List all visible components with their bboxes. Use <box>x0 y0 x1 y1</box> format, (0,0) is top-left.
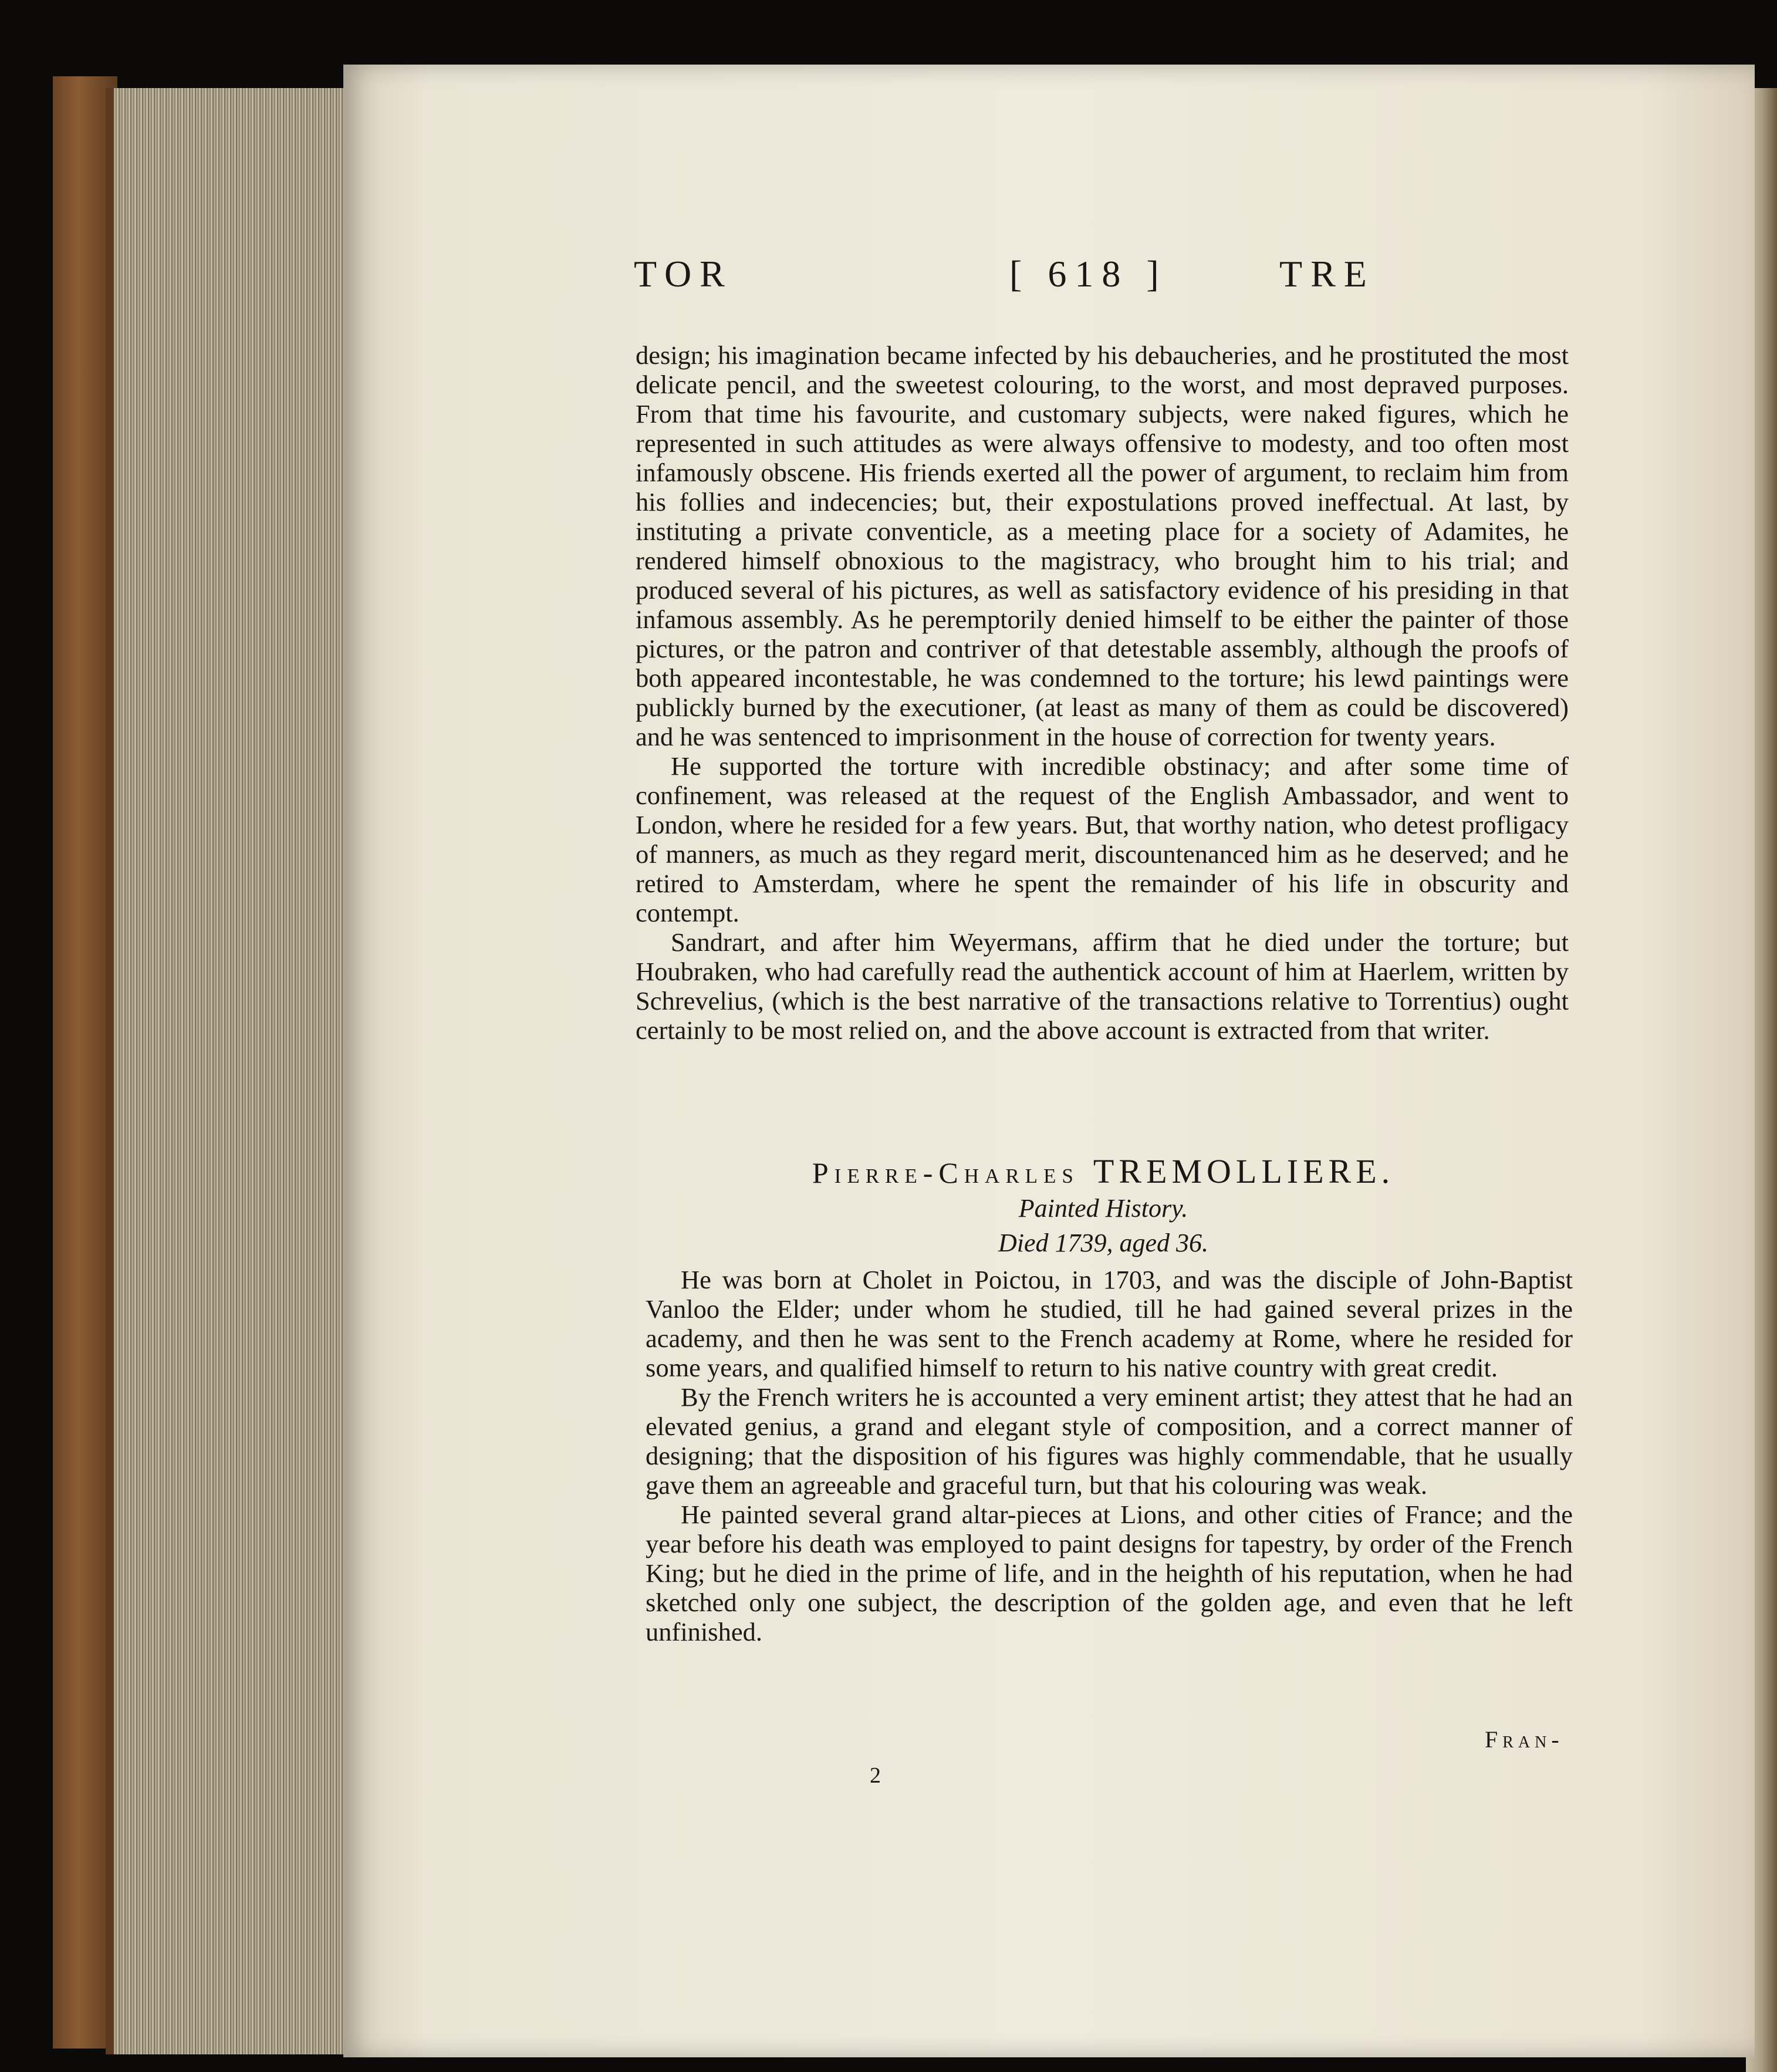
paragraph: He supported the torture with incredible obstinacy; and after some time of confinement, was released at the request of the English Ambassador, and went to London, where he resided for a few years. But, that worthy nation, who detest profligacy of manners, as much as they regard merit, discountenanced him as he deserved; and he retired to Amsterdam, where he spent the remainder of his life in obscurity and contempt. <box>636 751 1569 927</box>
page-edges <box>106 88 360 2054</box>
paragraph: He painted several grand altar-pieces at Lions, and other cities of France; and the year before his death was employed to paint designs for tapestry, by order of the French King; but he died in the prime of life, and in the heighth of his reputation, when he had sketched only one subject, the description of the golden age, and even that he left unfinished. <box>646 1500 1573 1646</box>
running-head-left: TOR <box>634 253 733 295</box>
entry-forename: Pierre-Charles <box>812 1156 1079 1189</box>
paragraph: Sandrart, and after him Weyermans, affirm that he died under the torture; but Houbraken, who had carefully read the authentick account of him at Haerlem, written by Schrevelius, (which is the best narrative of the transactions relative to Torrentius) ought certainly to be most relied on, and the above account is extracted from that writer. <box>636 927 1569 1045</box>
signature-mark: 2 <box>870 1763 881 1788</box>
paragraph: design; his imagination became infected by his debaucheries, and he prostituted the most delicate pencil, and the sweetest colouring, to the worst, and most depraved purposes. From that time his favourite, and customary subjects, were naked figures, which he represented in such attitudes as were always offensive to modesty, and too often most infamously obscene. His friends exerted all the power of argument, to reclaim him from his follies and indecencies; but, their expostulations proved ineffectual. At last, by instituting a private conventicle, as a meeting place for a society of Adamites, he rendered himself obnoxious to the magistracy, who brought him to his trial; and produced several of his pictures, as well as satisfactory evidence of his presiding in that infamous assembly. As he peremptorily denied himself to be either the painter of those pictures, or the patron and contriver of that detestable assembly, although the proofs of both appeared incontestable, he was condemned to the torture; his lewd paintings were publickly burned by the executioner, (at least as many of them as could be discovered) and he was sentenced to imprisonment in the house of correction for twenty years. <box>636 340 1569 751</box>
body-text-torrentius <box>636 340 1569 1045</box>
entry-died: Died 1739, aged 36. <box>998 1229 1209 1257</box>
paragraph: He was born at Cholet in Poictou, in 1703, and was the disciple of John-Baptist Vanloo the Elder; under whom he studied, till he had gained several prizes in the academy, and then he was sent to the French academy at Rome, where he resided for some years, and qualified himself to return to his native country with great credit. <box>646 1265 1573 1382</box>
body-text-tremolliere <box>646 1265 1573 1646</box>
page-number: [ 618 ] <box>1009 253 1167 295</box>
running-head-right: TRE <box>1279 253 1375 295</box>
entry-subtitle: Painted History. <box>1018 1194 1188 1223</box>
paragraph: By the French writers he is accounted a very eminent artist; they attest that he had an elevated genius, a grand and elegant style of composition, and a correct manner of designing; that the disposition of his figures was highly commendable, that he usually gave them an agreeable and graceful turn, but that his colouring was weak. <box>646 1382 1573 1500</box>
entry-heading <box>634 1152 1573 1191</box>
catchword: Fran- <box>1485 1726 1564 1753</box>
running-head <box>634 252 1455 317</box>
entry-surname: TREMOLLIERE. <box>1093 1152 1395 1190</box>
